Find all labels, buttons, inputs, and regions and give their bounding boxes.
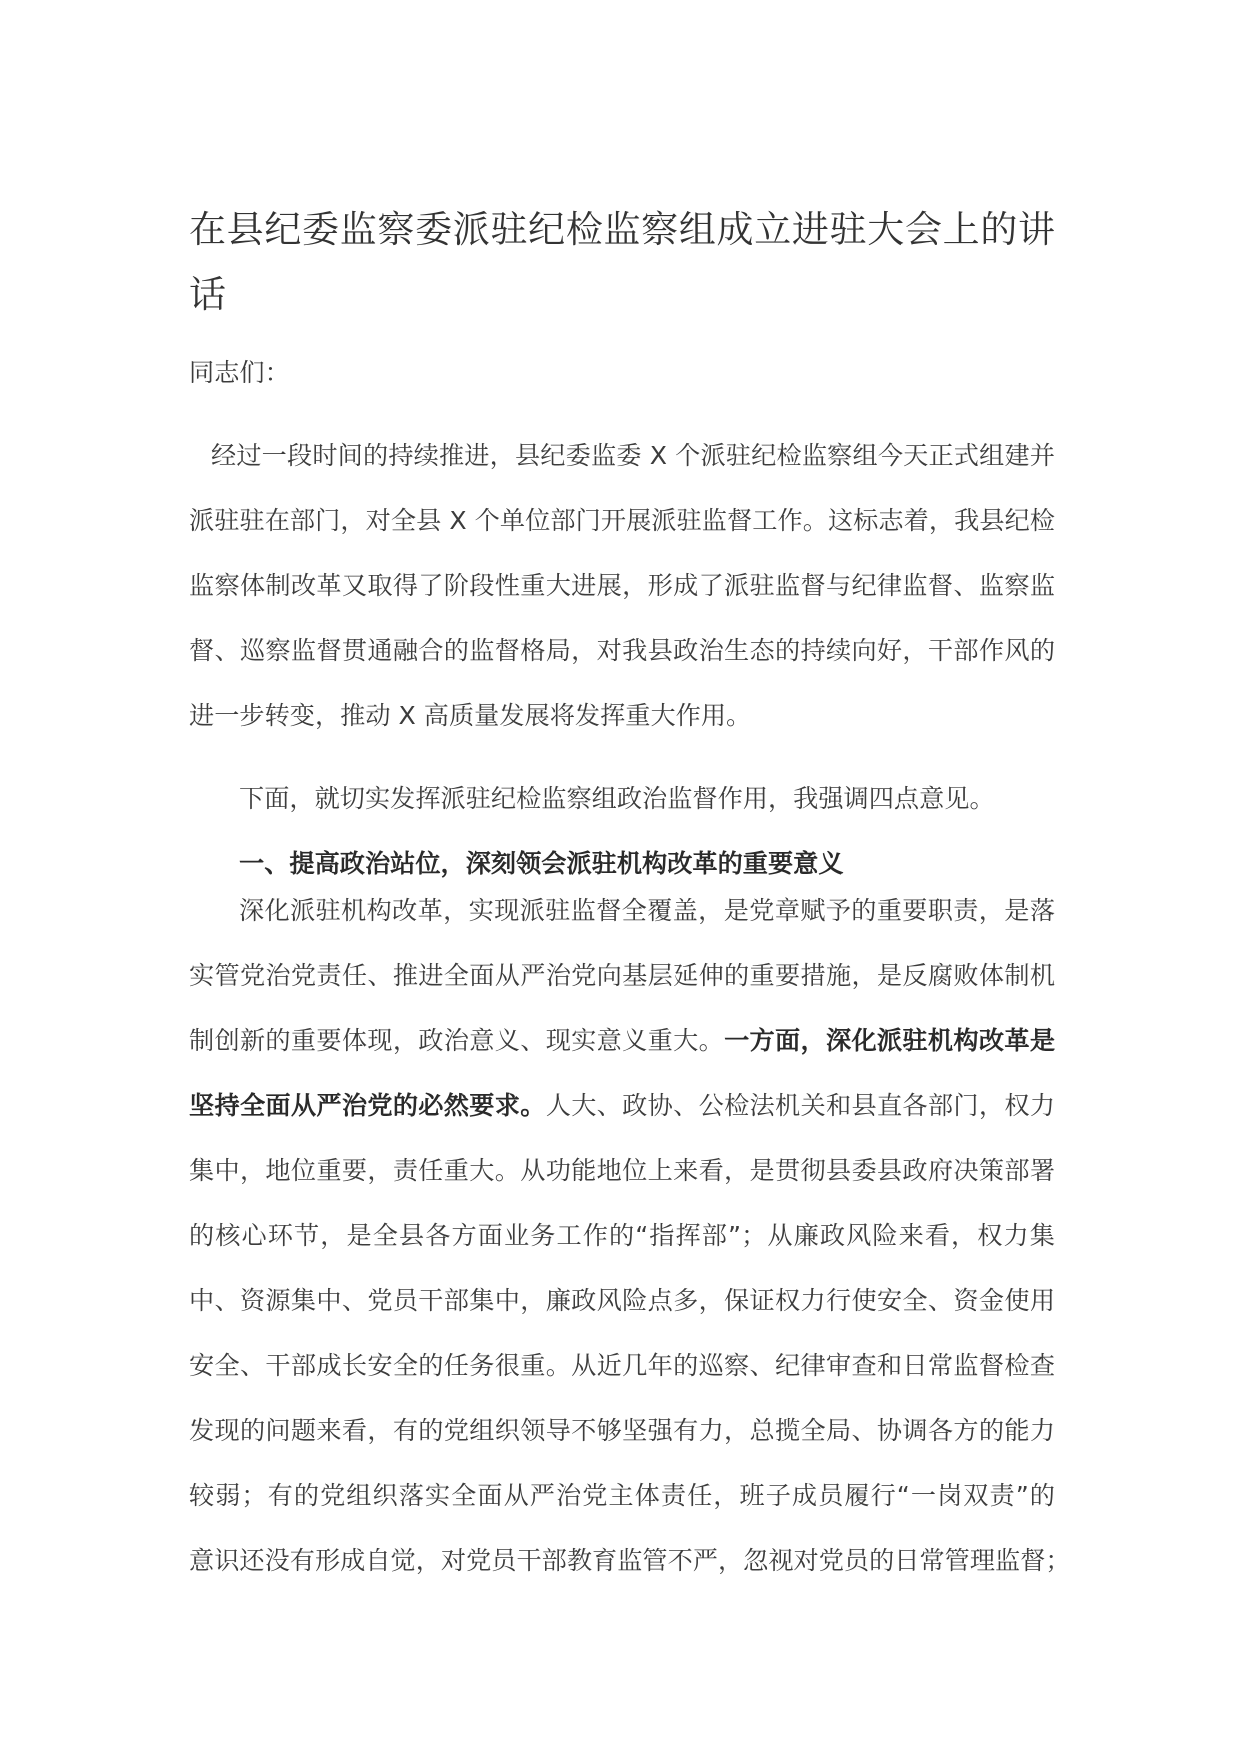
text-segment: 人大、政协、公检法机关和县直各部门，权力 xyxy=(545,1091,1056,1120)
text-line xyxy=(189,1073,1055,1138)
text-line: 进一步转变，推动 X 高质量发展将发挥重大作用。 xyxy=(189,701,752,730)
document-title xyxy=(189,197,1055,327)
paragraph-section-1 xyxy=(189,878,1071,1593)
paragraph-intro xyxy=(189,423,1055,748)
salutation-text: 同志们： xyxy=(189,358,290,387)
text-line: 较弱；有的党组织落实全面从严治党主体责任，班子成员履行“一岗双责”的 xyxy=(189,1481,1055,1510)
bold-text: 一方面，深化派驻机构改革是 xyxy=(724,1026,1056,1055)
text-segment: 制创新的重要体现，政治意义、现实意义重大。 xyxy=(189,1026,725,1055)
text-line: 深化派驻机构改革，实现派驻监督全覆盖，是党章赋予的重要职责，是落 xyxy=(239,896,1055,925)
text-line: 督、巡察监督贯通融合的监督格局，对我县政治生态的持续向好，干部作风的 xyxy=(189,636,1055,665)
text-line: 的核心环节，是全县各方面业务工作的“指挥部”；从廉政风险来看，权力集 xyxy=(189,1221,1055,1250)
text-line: 集中，地位重要，责任重大。从功能地位上来看，是贯彻县委县政府决策部署 xyxy=(189,1156,1055,1185)
salutation xyxy=(189,340,1055,405)
text-line: 安全、干部成长安全的任务很重。从近几年的巡察、纪律审查和日常监督检查 xyxy=(189,1351,1055,1380)
text-line: 下面，就切实发挥派驻纪检监察组政治监督作用，我强调四点意见。 xyxy=(239,784,995,813)
text-line: 意识还没有形成自觉，对党员干部教育监管不严，忽视对党员的日常管理监督； xyxy=(189,1546,1071,1575)
bold-text: 坚持全面从严治党的必然要求。 xyxy=(189,1091,546,1120)
text-line: 实管党治党责任、推进全面从严治党向基层延伸的重要措施，是反腐败体制机 xyxy=(189,961,1055,990)
text-line: 经过一段时间的持续推进，县纪委监委 X 个派驻纪检监察组今天正式组建并 xyxy=(211,441,1055,470)
title-line: 在县纪委监察委派驻纪检监察组成立进驻大会上的讲 xyxy=(189,208,1055,251)
text-line: 发现的问题来看，有的党组织领导不够坚强有力，总揽全局、协调各方的能力 xyxy=(189,1416,1055,1445)
paragraph-outline xyxy=(189,766,1055,831)
heading-text: 一、提高政治站位，深刻领会派驻机构改革的重要意义 xyxy=(239,849,844,878)
text-line xyxy=(189,1008,1055,1073)
text-line: 监察体制改革又取得了阶段性重大进展，形成了派驻监督与纪律监督、监察监 xyxy=(189,571,1055,600)
text-line: 中、资源集中、党员干部集中，廉政风险点多，保证权力行使安全、资金使用 xyxy=(189,1286,1055,1315)
text-line: 派驻驻在部门，对全县 X 个单位部门开展派驻监督工作。这标志着，我县纪检 xyxy=(189,506,1055,535)
title-line: 话 xyxy=(189,273,226,316)
